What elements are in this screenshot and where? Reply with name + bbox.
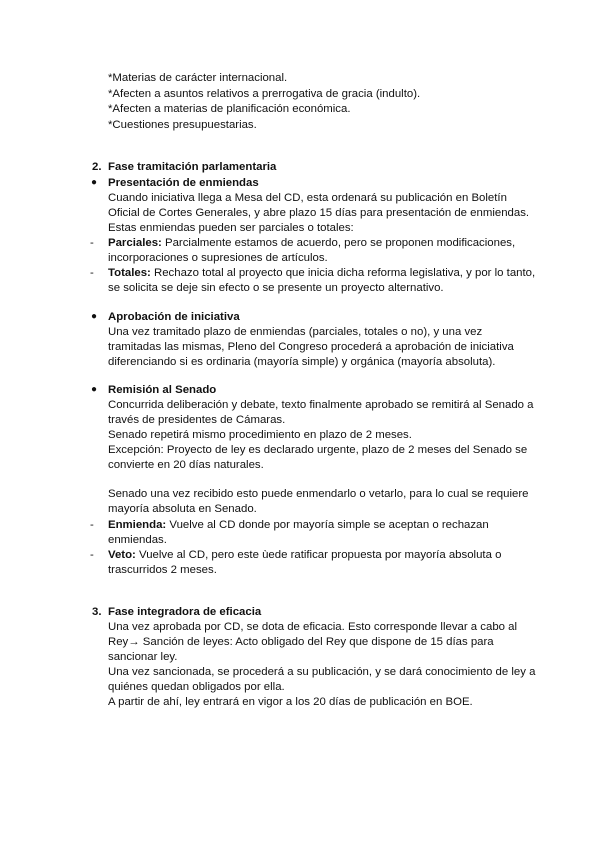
section-3-title: Fase integradora de eficacia	[108, 606, 262, 618]
paragraph-line: Una vez tramitado plazo de enmiendas (parciales, totales o no), y una vez	[108, 326, 483, 338]
totales-text: Rechazo total al proyecto que inicia dicha reforma legislativa, y por lo tanto,	[150, 267, 536, 279]
paragraph-line: trascurridos 2 meses.	[108, 564, 217, 576]
paragraph-line: mayoría absoluta en Senado.	[108, 503, 257, 515]
bullet-icon: ●	[91, 177, 98, 188]
enmienda-line	[108, 517, 489, 533]
dash-icon: -	[90, 267, 94, 279]
totales-label: Totales:	[108, 267, 151, 279]
intro-item: *Afecten a materias de planificación económica.	[108, 103, 351, 115]
intro-item: *Cuestiones presupuestarias.	[108, 119, 257, 131]
aprobacion-heading: Aprobación de iniciativa	[108, 311, 240, 323]
dash-icon: -	[90, 237, 94, 249]
paragraph-line: tramitadas las mismas, Pleno del Congreso procederá a aprobación de iniciativa	[108, 341, 514, 353]
paragraph-line: Senado repetirá mismo procedimiento en plazo de 2 meses.	[108, 429, 412, 441]
paragraph-line: se solicita se deje sin efecto o se presente un proyecto alternativo.	[108, 282, 444, 294]
paragraph-line: Rey→ Sanción de leyes: Acto obligado del Rey que dispone de 15 días para	[108, 636, 494, 648]
parciales-line	[108, 235, 515, 251]
paragraph-line: Una vez sancionada, se procederá a su publicación, y se dará conocimiento de ley a	[108, 666, 536, 678]
dash-icon: -	[90, 519, 94, 531]
paragraph-line: través de presidentes de Cámaras.	[108, 414, 286, 426]
paragraph-line: convierte en 20 días naturales.	[108, 459, 264, 471]
enmienda-label: Enmienda:	[108, 519, 167, 531]
dash-icon: -	[90, 549, 94, 561]
enmienda-text: Vuelve al CD donde por mayoría simple se aceptan o rechazan	[166, 519, 489, 531]
paragraph-line: sancionar ley.	[108, 651, 178, 663]
section-2-title: Fase tramitación parlamentaria	[108, 161, 277, 173]
paragraph-line: Estas enmiendas pueden ser parciales o totales:	[108, 222, 354, 234]
paragraph-line: enmiendas.	[108, 534, 167, 546]
paragraph-line: Una vez aprobada por CD, se dota de eficacia. Esto corresponde llevar a cabo al	[108, 621, 518, 633]
enmiendas-heading: Presentación de enmiendas	[108, 177, 259, 189]
paragraph-line: A partir de ahí, ley entrará en vigor a los 20 días de publicación en BOE.	[108, 696, 473, 708]
section-3-number: 3.	[92, 606, 102, 618]
paragraph-line: Oficial de Cortes Generales, y abre plazo 15 días para presentación de enmiendas.	[108, 207, 530, 219]
veto-label: Veto:	[108, 549, 136, 561]
paragraph-line: incorporaciones o supresiones de artículos.	[108, 252, 328, 264]
paragraph-line: Cuando iniciativa llega a Mesa del CD, esta ordenará su publicación en Boletín	[108, 192, 507, 204]
section-2-number: 2.	[92, 161, 102, 173]
paragraph-line: Senado una vez recibido esto puede enmendarlo o vetarlo, para lo cual se requiere	[108, 488, 529, 500]
senado-heading: Remisión al Senado	[108, 384, 217, 396]
intro-item: *Afecten a asuntos relativos a prerrogativa de gracia (indulto).	[108, 88, 421, 100]
veto-line	[108, 547, 501, 563]
veto-text: Vuelve al CD, pero este ùede ratificar propuesta por mayoría absoluta o	[135, 549, 502, 561]
totales-line	[108, 265, 535, 281]
paragraph-line: Excepción: Proyecto de ley es declarado urgente, plazo de 2 meses del Senado se	[108, 444, 528, 456]
bullet-icon: ●	[91, 311, 98, 322]
paragraph-line: quiénes quedan obligados por ella.	[108, 681, 285, 693]
intro-item: *Materias de carácter internacional.	[108, 72, 288, 84]
parciales-label: Parciales:	[108, 237, 162, 249]
parciales-text: Parcialmente estamos de acuerdo, pero se proponen modificaciones,	[161, 237, 516, 249]
paragraph-line: diferenciando si es ordinaria (mayoría simple) y orgánica (mayoría absoluta).	[108, 356, 496, 368]
bullet-icon: ●	[91, 384, 98, 395]
paragraph-line: Concurrida deliberación y debate, texto finalmente aprobado se remitirá al Senado a	[108, 399, 534, 411]
